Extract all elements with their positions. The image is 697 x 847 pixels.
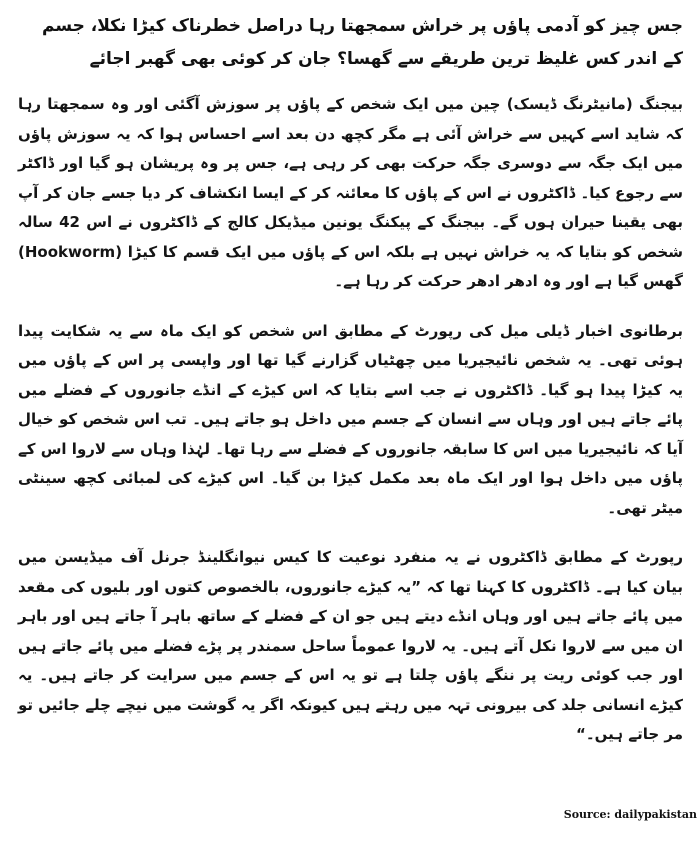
article-title: جس چیز کو آدمی پاؤں پر خراش سمجھتا رہا دراصل خطرناک کیڑا نکلا، جسم کے اندر کس غلیظ ترین طریقے سے گھسا؟ جان کر کوئی بھی گھبر اجائے bbox=[41, 16, 683, 69]
article-paragraph: بیجنگ (مانیٹرنگ ڈیسک) چین میں ایک شخص کے پاؤں پر سوزش آگئی اور وہ سمجھتا رہا کہ شاید اسے کہیں سے خراش آئی ہے مگر کچھ دن بعد اسے احساس ہوا کہ یہ سوزش پاؤں میں ایک جگہ سے دوسری جگہ حرکت بھی کر رہی ہے، جس پر وہ پریشان ہو گیا اور ڈاکٹر سے رجوع کیا۔ ڈاکٹروں نے اس کے پاؤں کا معائنہ کر کے ایسا انکشاف کر دیا جسے جان کر آپ بھی یقینا حیران ہوں گے۔ بیجنگ کے پیکنگ یونین میڈیکل کالج کے ڈاکٹروں نے اس 42 سالہ شخص کو بتایا کہ یہ خراش نہیں ہے بلکہ اس کے پاؤں میں ایک قسم کا کیڑا (Hookworm) گھس گیا ہے اور وہ ادھر ادھر حرکت کر رہا ہے۔ bbox=[18, 95, 684, 290]
article-paragraph: رپورٹ کے مطابق ڈاکٹروں نے یہ منفرد نوعیت کا کیس نیوانگلینڈ جرنل آف میڈیسن میں بیان کیا ہے۔ ڈاکٹروں کا کہنا تھا کہ ”یہ کیڑے جانوروں، بالخصوص کتوں اور بلیوں کی مقعد میں پائے جاتے ہیں اور وہاں انڈے دیتے ہیں جو ان کے فضلے کے ساتھ باہر آ جاتے ہیں اور باہر ان میں سے لاروا نکل آتے ہیں۔ یہ لاروا عموماً ساحل سمندر پر پڑے فضلے میں پائے جاتے ہیں اور جب کوئی ریت پر ننگے پاؤں چلتا ہے تو یہ اس کے جسم میں سرایت کر جاتے ہیں۔ یہ کیڑے انسانی جلد کی بیرونی تہہ میں رہتے ہیں کیونکہ اگر یہ گوشت میں نیچے چلے جائیں تو مر جاتے ہیں۔“ bbox=[18, 548, 683, 743]
article-container bbox=[18, 10, 683, 847]
article-paragraph: برطانوی اخبار ڈیلی میل کی رپورٹ کے مطابق اس شخص کو ایک ماہ سے یہ شکایت پیدا ہوئی تھی۔ یہ شخص نائیجیریا میں چھٹیاں گزارنے گیا تھا اور واپسی پر اس کے پاؤں میں یہ کیڑا پیدا ہو گیا۔ ڈاکٹروں نے جب اسے بتایا کہ اس کیڑے کے انڈے جانوروں کے فضلے میں پائے جاتے ہیں اور وہاں سے انسان کے جسم میں داخل ہو جاتے ہیں۔ تب اس شخص کو خیال آیا کہ نائیجیریا میں اس کا سابقہ جانوروں کے فضلے سے رہا تھا۔ لہٰذا وہاں سے لاروا اس کے پاؤں میں داخل ہوا اور ایک ماہ بعد مکمل کیڑا بن گیا۔ اس کیڑے کی لمبائی کچھ سینٹی میٹر تھی۔ bbox=[18, 321, 683, 517]
source-credit: Source: dailypakistan bbox=[563, 808, 697, 821]
